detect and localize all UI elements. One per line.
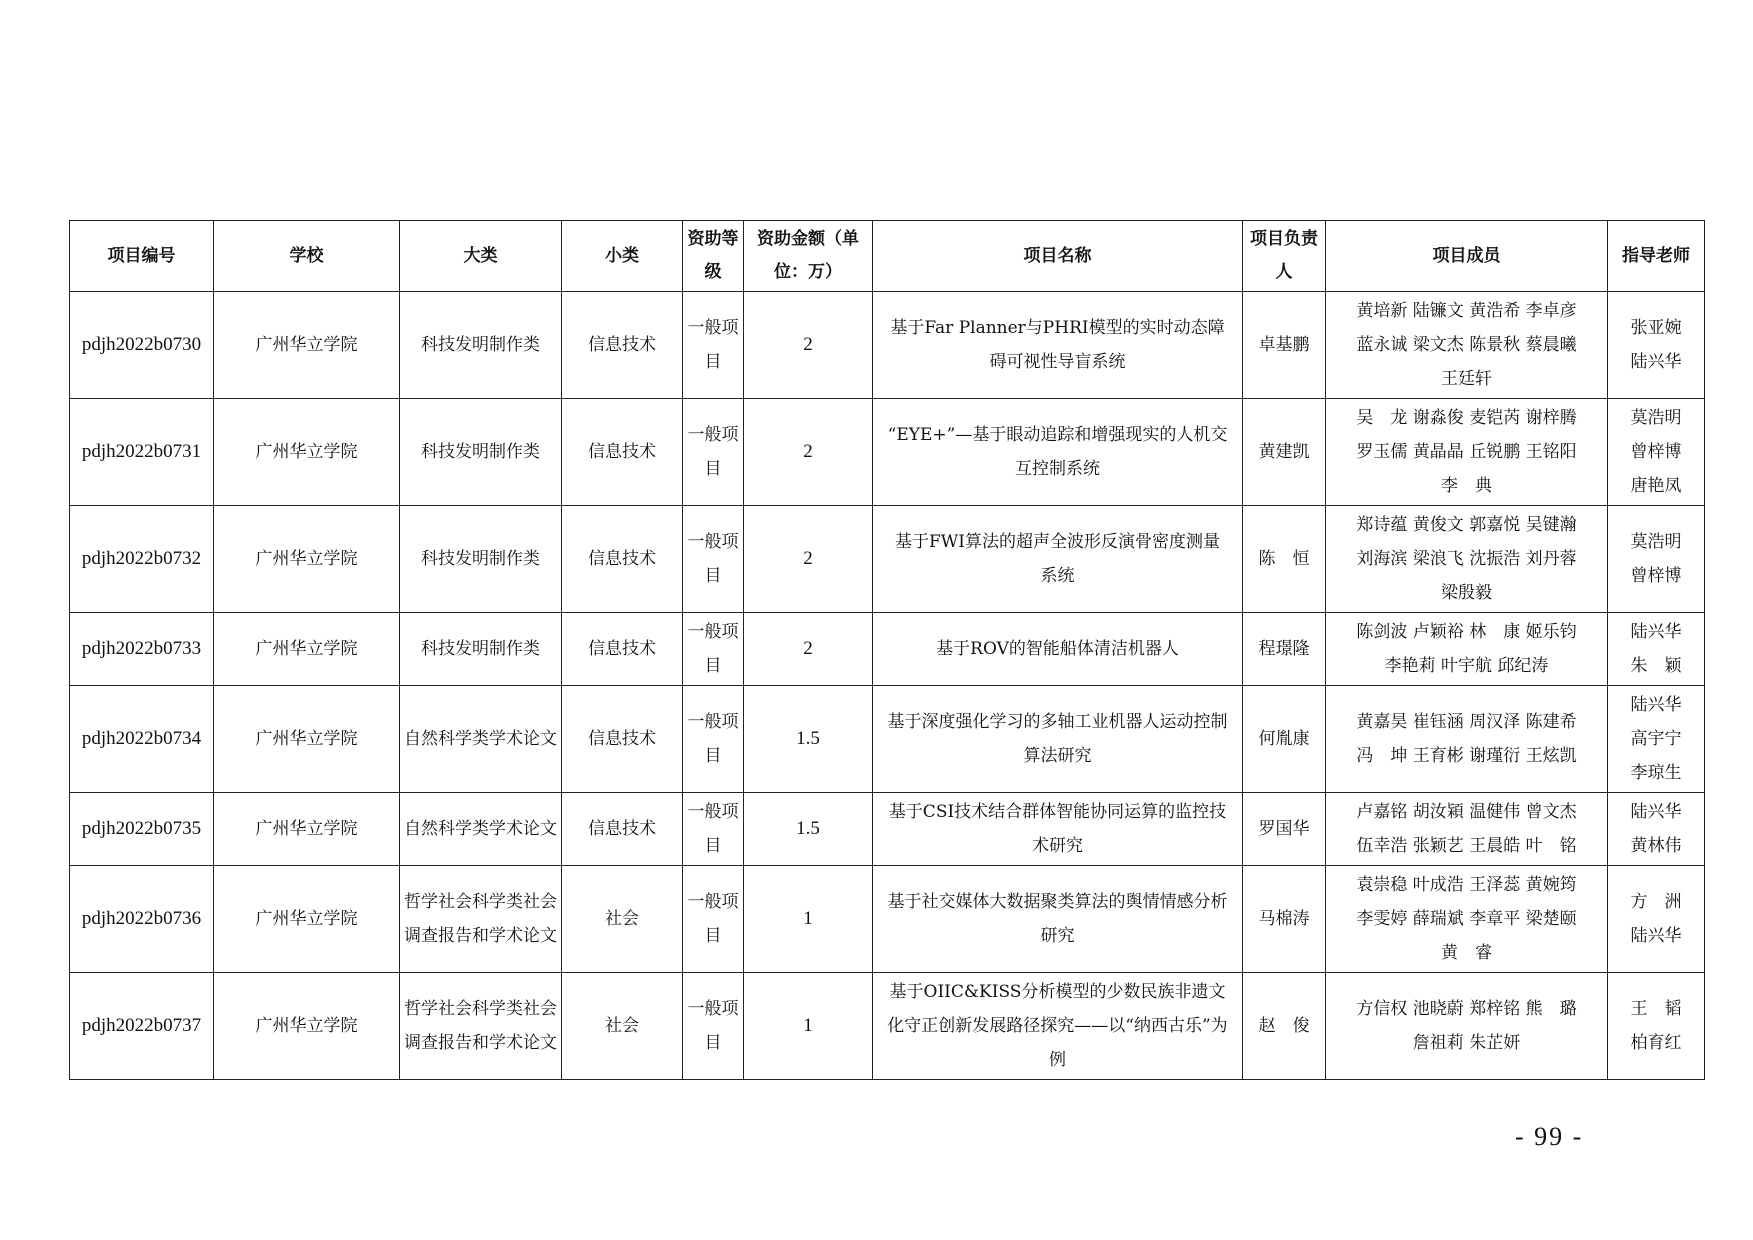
header-members: 项目成员 xyxy=(1326,221,1608,292)
cell-minor: 信息技术 xyxy=(562,399,683,506)
cell-members xyxy=(1326,399,1608,506)
cell-leader: 程璟隆 xyxy=(1243,613,1326,686)
cell-members xyxy=(1326,686,1608,793)
header-major: 大类 xyxy=(400,221,562,292)
cell-project-name: 基于OIIC&KISS分析模型的少数民族非遗文化守正创新发展路径探究——以“纳西古乐”为例 xyxy=(873,973,1243,1080)
advisor-line: 朱 颖 xyxy=(1630,656,1682,676)
cell-advisor xyxy=(1608,793,1705,866)
cell-advisor xyxy=(1608,973,1705,1080)
member-line: 李艳莉 叶宇航 邱纪涛 xyxy=(1384,656,1549,676)
cell-leader: 陈 恒 xyxy=(1243,506,1326,613)
member-line: 刘海滨 梁浪飞 沈振浩 刘丹蓉 xyxy=(1356,549,1577,569)
cell-code: pdjh2022b0736 xyxy=(70,866,214,973)
cell-level: 一般项目 xyxy=(683,506,744,613)
advisor-line: 陆兴华 xyxy=(1630,926,1682,946)
header-level: 资助等级 xyxy=(683,221,744,292)
cell-minor: 信息技术 xyxy=(562,292,683,399)
cell-code: pdjh2022b0730 xyxy=(70,292,214,399)
cell-project-name: 基于社交媒体大数据聚类算法的舆情情感分析研究 xyxy=(873,866,1243,973)
cell-members xyxy=(1326,793,1608,866)
cell-amount: 1.5 xyxy=(744,793,873,866)
cell-amount: 1.5 xyxy=(744,686,873,793)
cell-level: 一般项目 xyxy=(683,399,744,506)
cell-level: 一般项目 xyxy=(683,973,744,1080)
member-line: 方信权 池晓蔚 郑梓铭 熊 璐 xyxy=(1356,999,1577,1019)
cell-code: pdjh2022b0734 xyxy=(70,686,214,793)
member-line: 詹祖莉 朱芷妍 xyxy=(1412,1033,1521,1053)
cell-school: 广州华立学院 xyxy=(214,506,400,613)
cell-amount: 1 xyxy=(744,973,873,1080)
advisor-line: 陆兴华 xyxy=(1630,802,1682,822)
cell-school: 广州华立学院 xyxy=(214,613,400,686)
member-line: 卢嘉铭 胡汝㯋 温健伟 曾文杰 xyxy=(1356,802,1577,822)
cell-leader: 黄建凯 xyxy=(1243,399,1326,506)
advisor-line: 莫浩明 xyxy=(1630,408,1682,428)
advisor-line: 王 韬 xyxy=(1630,999,1682,1019)
cell-major: 科技发明制作类 xyxy=(400,399,562,506)
cell-minor: 信息技术 xyxy=(562,613,683,686)
cell-minor: 社会 xyxy=(562,866,683,973)
advisor-line: 曾梓博 xyxy=(1630,566,1682,586)
member-line: 黄 睿 xyxy=(1441,943,1492,963)
cell-minor: 信息技术 xyxy=(562,506,683,613)
header-amount: 资助金额（单位：万） xyxy=(744,221,873,292)
cell-leader: 何胤康 xyxy=(1243,686,1326,793)
header-leader: 项目负责人 xyxy=(1243,221,1326,292)
cell-advisor xyxy=(1608,613,1705,686)
advisor-line: 张亚婉 xyxy=(1630,318,1682,338)
cell-leader: 卓基鹏 xyxy=(1243,292,1326,399)
advisor-line: 陆兴华 xyxy=(1630,695,1682,715)
member-line: 黄嘉昊 崔钰涵 周汉泽 陈建希 xyxy=(1356,712,1577,732)
header-advisor: 指导老师 xyxy=(1608,221,1705,292)
table-row xyxy=(70,973,1705,1080)
cell-advisor xyxy=(1608,399,1705,506)
advisor-line: 方 洲 xyxy=(1630,892,1682,912)
cell-code: pdjh2022b0731 xyxy=(70,399,214,506)
cell-school: 广州华立学院 xyxy=(214,399,400,506)
cell-members xyxy=(1326,506,1608,613)
table-row xyxy=(70,613,1705,686)
cell-project-name: 基于Far Planner与PHRI模型的实时动态障碍可视性导盲系统 xyxy=(873,292,1243,399)
table-row xyxy=(70,686,1705,793)
advisor-line: 柏育红 xyxy=(1630,1033,1682,1053)
member-line: 李雯婷 薛瑞斌 李章平 梁楚颐 xyxy=(1356,909,1577,929)
cell-major: 哲学社会科学类社会调查报告和学术论文 xyxy=(400,866,562,973)
cell-amount: 1 xyxy=(744,866,873,973)
cell-level: 一般项目 xyxy=(683,292,744,399)
table-row xyxy=(70,399,1705,506)
cell-project-name: “EYE+”—基于眼动追踪和增强现实的人机交互控制系统 xyxy=(873,399,1243,506)
table-row xyxy=(70,866,1705,973)
cell-amount: 2 xyxy=(744,292,873,399)
cell-advisor xyxy=(1608,506,1705,613)
table-row xyxy=(70,506,1705,613)
advisor-line: 陆兴华 xyxy=(1630,352,1682,372)
header-row xyxy=(70,221,1705,292)
cell-major: 自然科学类学术论文 xyxy=(400,686,562,793)
cell-level: 一般项目 xyxy=(683,866,744,973)
cell-leader: 赵 俊 xyxy=(1243,973,1326,1080)
cell-code: pdjh2022b0737 xyxy=(70,973,214,1080)
cell-minor: 信息技术 xyxy=(562,793,683,866)
member-line: 郑诗蕴 黄俊文 郭嘉悦 吴键瀚 xyxy=(1356,515,1577,535)
header-minor: 小类 xyxy=(562,221,683,292)
cell-school: 广州华立学院 xyxy=(214,866,400,973)
cell-members xyxy=(1326,866,1608,973)
cell-major: 自然科学类学术论文 xyxy=(400,793,562,866)
advisor-line: 曾梓博 xyxy=(1630,442,1682,462)
member-line: 袁崇稳 叶成浩 王泽蕊 黄婉筠 xyxy=(1356,875,1577,895)
header-name: 项目名称 xyxy=(873,221,1243,292)
advisor-line: 高宇宁 xyxy=(1630,729,1682,749)
cell-project-name: 基于深度强化学习的多轴工业机器人运动控制算法研究 xyxy=(873,686,1243,793)
header-school: 学校 xyxy=(214,221,400,292)
cell-amount: 2 xyxy=(744,506,873,613)
cell-project-name: 基于ROV的智能船体清洁机器人 xyxy=(873,613,1243,686)
cell-members xyxy=(1326,292,1608,399)
member-line: 王廷轩 xyxy=(1441,369,1492,389)
member-line: 伍幸浩 张颖艺 王晨皓 叶 铭 xyxy=(1356,836,1577,856)
cell-advisor xyxy=(1608,292,1705,399)
cell-school: 广州华立学院 xyxy=(214,292,400,399)
member-line: 陈剑波 卢颖裕 林 康 姬乐钧 xyxy=(1356,622,1577,642)
cell-members xyxy=(1326,613,1608,686)
cell-code: pdjh2022b0732 xyxy=(70,506,214,613)
cell-code: pdjh2022b0735 xyxy=(70,793,214,866)
cell-amount: 2 xyxy=(744,399,873,506)
cell-school: 广州华立学院 xyxy=(214,793,400,866)
cell-major: 科技发明制作类 xyxy=(400,506,562,613)
cell-major: 科技发明制作类 xyxy=(400,292,562,399)
cell-minor: 信息技术 xyxy=(562,686,683,793)
cell-level: 一般项目 xyxy=(683,686,744,793)
cell-leader: 罗国华 xyxy=(1243,793,1326,866)
member-line: 吴 龙 谢淼俊 麦铠芮 谢梓腾 xyxy=(1356,408,1577,428)
cell-members xyxy=(1326,973,1608,1080)
cell-minor: 社会 xyxy=(562,973,683,1080)
cell-major: 科技发明制作类 xyxy=(400,613,562,686)
cell-major: 哲学社会科学类社会调查报告和学术论文 xyxy=(400,973,562,1080)
cell-amount: 2 xyxy=(744,613,873,686)
cell-leader: 马棉涛 xyxy=(1243,866,1326,973)
table-row xyxy=(70,292,1705,399)
member-line: 梁殷毅 xyxy=(1441,583,1492,603)
cell-school: 广州华立学院 xyxy=(214,973,400,1080)
cell-project-name: 基于CSI技术结合群体智能协同运算的监控技术研究 xyxy=(873,793,1243,866)
cell-advisor xyxy=(1608,866,1705,973)
cell-code: pdjh2022b0733 xyxy=(70,613,214,686)
advisor-line: 黄林伟 xyxy=(1630,836,1682,856)
advisor-line: 李琼生 xyxy=(1630,763,1682,783)
cell-school: 广州华立学院 xyxy=(214,686,400,793)
header-code: 项目编号 xyxy=(70,221,214,292)
member-line: 冯 坤 王育彬 谢瑾衍 王炫凯 xyxy=(1356,746,1577,766)
advisor-line: 唐艳凤 xyxy=(1630,476,1682,496)
member-line: 李 典 xyxy=(1441,476,1492,496)
projects-table xyxy=(69,220,1705,1080)
cell-advisor xyxy=(1608,686,1705,793)
table-row xyxy=(70,793,1705,866)
page-number: - 99 - xyxy=(1515,1122,1584,1151)
advisor-line: 莫浩明 xyxy=(1630,532,1682,552)
member-line: 罗玉儒 黄晶晶 丘锐鹏 王铭阳 xyxy=(1356,442,1577,462)
cell-level: 一般项目 xyxy=(683,793,744,866)
member-line: 黄培新 陆镰文 黄浩希 李卓彦 xyxy=(1356,301,1577,321)
table-body xyxy=(70,292,1705,1080)
cell-level: 一般项目 xyxy=(683,613,744,686)
cell-project-name: 基于FWI算法的超声全波形反演骨密度测量系统 xyxy=(873,506,1243,613)
member-line: 蓝永诚 梁文杰 陈景秋 蔡晨曦 xyxy=(1356,335,1577,355)
advisor-line: 陆兴华 xyxy=(1630,622,1682,642)
